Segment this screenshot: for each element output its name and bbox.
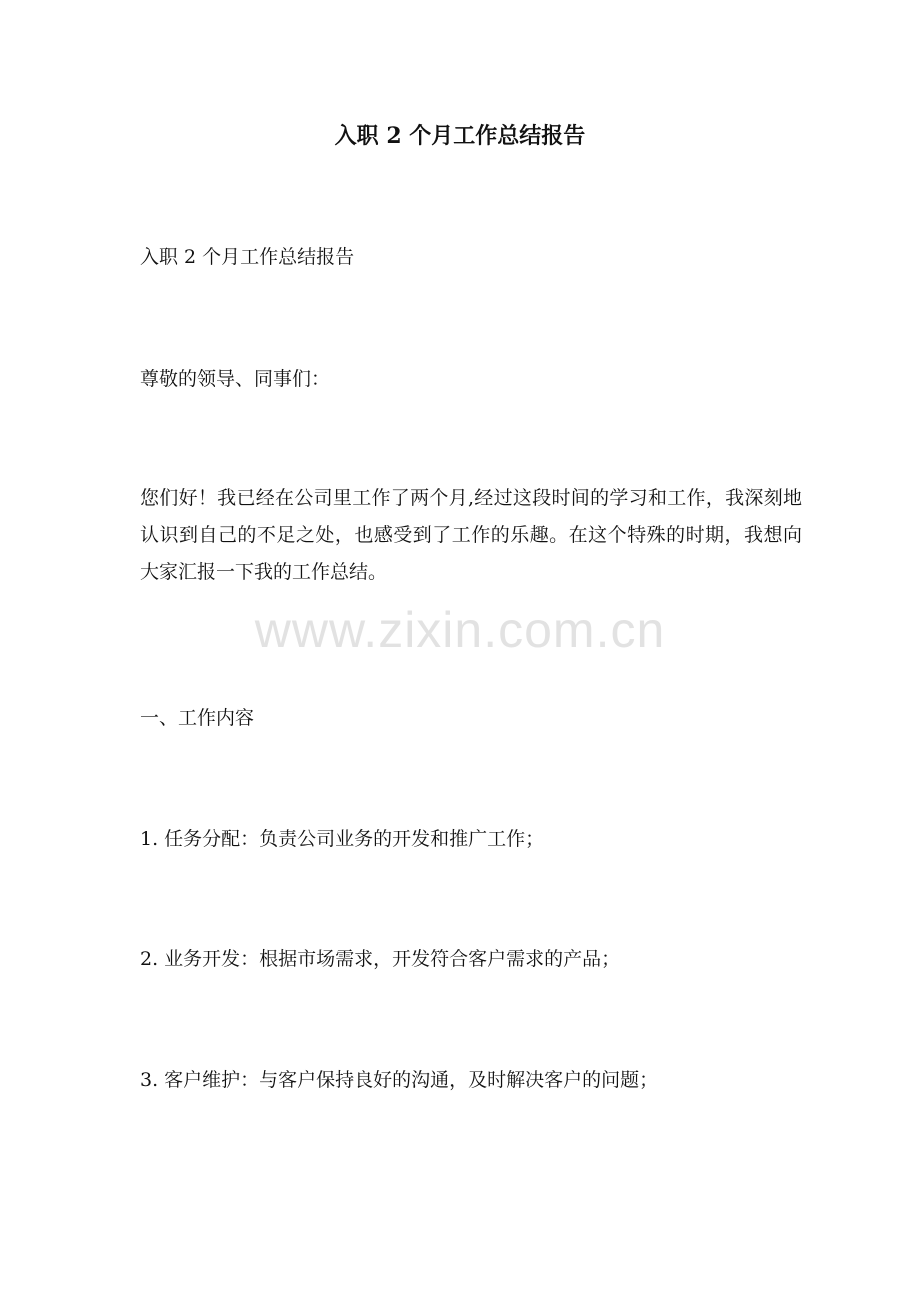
watermark-text: www.zixin.com.cn: [254, 602, 666, 658]
list-item: 1. 任务分配：负责公司业务的开发和推广工作；: [140, 828, 545, 850]
document-subtitle: 入职 2 个月工作总结报告: [140, 246, 355, 268]
intro-paragraph: 您们好！我已经在公司里工作了两个月,经过这段时间的学习和工作，我深刻地认识到自己的不足之处，也感受到了工作的乐趣。在这个特殊的时期，我想向大家汇报一下我的工作总结。: [140, 487, 802, 583]
document-title: 入职 2 个月工作总结报告: [334, 123, 586, 149]
list-item: 3. 客户维护：与客户保持良好的沟通，及时解决客户的问题；: [140, 1069, 659, 1091]
section-heading-work-content: 一、工作内容: [140, 707, 255, 729]
list-item: 2. 业务开发：根据市场需求，开发符合客户需求的产品；: [140, 948, 621, 970]
salutation: 尊敬的领导、同事们：: [140, 368, 331, 390]
